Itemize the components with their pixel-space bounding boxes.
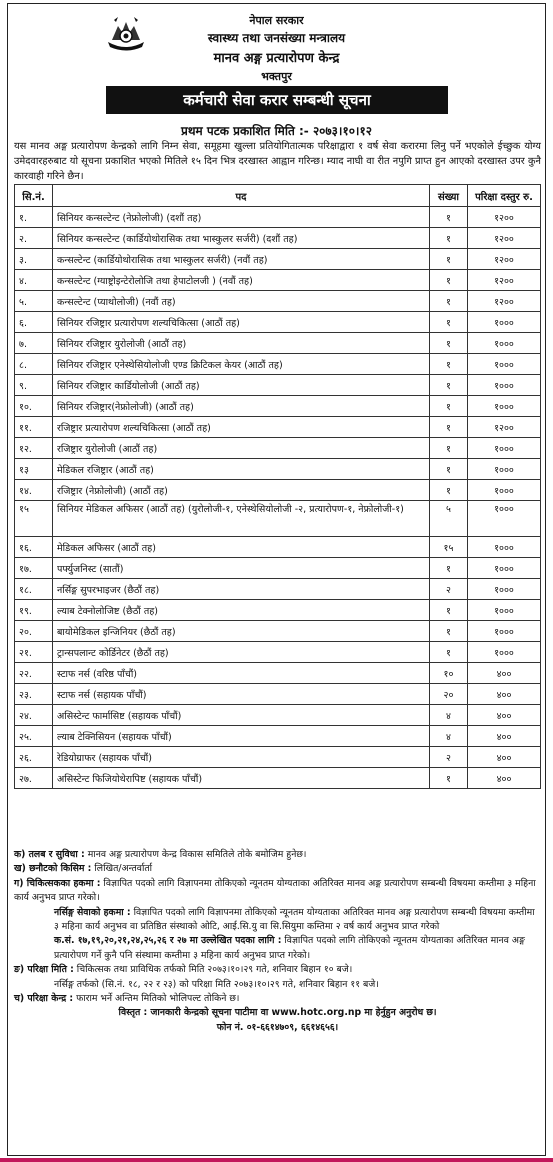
header-location: भक्तपुर xyxy=(261,70,292,83)
row-fee: ४०० xyxy=(468,705,541,726)
row-post: सिनियर कन्सल्टेन्ट (कार्डियोथोरासिक तथा भास्कुलर सर्जरी) (दशौं तह) xyxy=(53,228,430,249)
row-serial: २. xyxy=(15,228,53,249)
row-post: कन्सल्टेन्ट (प्याथोलोजी) (नवौं तह) xyxy=(53,291,430,312)
row-fee: १२०० xyxy=(468,270,541,291)
row-serial: १५ xyxy=(15,501,53,537)
row-fee: १२०० xyxy=(468,249,541,270)
row-serial: २२. xyxy=(15,663,53,684)
row-post: सिनियर रजिष्ट्रार प्रत्यारोपण शल्यचिकित्सा (आठौं तह) xyxy=(53,312,430,333)
note-specific-posts: क.सं. १७,१९,२०,२१,२४,२५,२६ र २७ मा उल्लेखित पदका लागि : विज्ञापित पदको लागि तोकिएको न्यूनतम योग्यताका अतिरिक्त मानव अङ्ग प्रत्यारोपण गर्ने कुनै पनि संस्थामा कम्तीमा ३ महिना कार्य अनुभव प्राप्त गरेको। xyxy=(54,935,525,961)
col-header-sn: सि.नं. xyxy=(15,185,53,207)
row-serial: १४. xyxy=(15,480,53,501)
row-count: १ xyxy=(430,375,468,396)
table-row xyxy=(15,579,541,600)
row-count: १ xyxy=(430,333,468,354)
row-fee: १००० xyxy=(468,354,541,375)
row-post: रजिष्ट्रार प्रत्यारोपण शल्यचिकित्सा (आठौं तह) xyxy=(53,417,430,438)
table-row xyxy=(15,642,541,663)
row-count: ४ xyxy=(430,726,468,747)
table-row xyxy=(15,600,541,621)
table-row xyxy=(15,726,541,747)
positions-table xyxy=(14,184,541,789)
row-serial: २५. xyxy=(15,726,53,747)
row-fee: १००० xyxy=(468,537,541,558)
row-fee: १००० xyxy=(468,642,541,663)
notice-title-banner: कर्मचारी सेवा करार सम्बन्धी सूचना xyxy=(106,86,448,114)
row-count: ५ xyxy=(430,501,468,537)
row-post: रेडियोग्राफर (सहायक पाँचौं) xyxy=(53,747,430,768)
row-count: १ xyxy=(430,768,468,789)
publication-date: प्रथम पटक प्रकाशित मिति :- २०७३।१०।१२ xyxy=(181,124,372,138)
row-fee: १२०० xyxy=(468,207,541,228)
row-serial: १६. xyxy=(15,537,53,558)
row-count: १ xyxy=(430,396,468,417)
table-row xyxy=(15,375,541,396)
row-serial: २१. xyxy=(15,642,53,663)
row-serial: १. xyxy=(15,207,53,228)
row-count: १ xyxy=(430,417,468,438)
row-fee: १००० xyxy=(468,375,541,396)
row-post: पर्फ्युजनिस्ट (सातौं) xyxy=(53,558,430,579)
row-serial: ६. xyxy=(15,312,53,333)
row-count: १ xyxy=(430,621,468,642)
row-serial: २६. xyxy=(15,747,53,768)
note-exam-date-nursing: नर्सिङ्ग तर्फको (सि.नं. १८, २२ र २३) को परिक्षा मिति २०७३।१०।२९ गते, शनिवार बिहान ११ बजे। xyxy=(54,978,379,990)
row-serial: ९. xyxy=(15,375,53,396)
table-row xyxy=(15,396,541,417)
row-count: १ xyxy=(430,270,468,291)
row-count: १ xyxy=(430,642,468,663)
table-row xyxy=(15,480,541,501)
row-post: मेडिकल रजिष्ट्रार (आठौं तह) xyxy=(53,459,430,480)
row-fee: १००० xyxy=(468,459,541,480)
row-count: १५ xyxy=(430,537,468,558)
table-header-row xyxy=(15,185,541,207)
table-row xyxy=(15,333,541,354)
note-salary: क) तलब र सुविधा : मानव अङ्ग प्रत्यारोपण केन्द्र विकास समितिले तोके बमोजिम हुनेछ। xyxy=(14,849,307,860)
row-post: असिस्टेन्ट फिजियोथेरापिष्ट (सहायक पाँचौं) xyxy=(53,768,430,789)
row-count: १ xyxy=(430,558,468,579)
col-header-count: संख्या xyxy=(430,185,468,207)
row-fee: १००० xyxy=(468,558,541,579)
row-serial: २३. xyxy=(15,684,53,705)
table-row xyxy=(15,558,541,579)
row-post: सिनियर रजिष्ट्रार युरोलोजी (आठौं तह) xyxy=(53,333,430,354)
row-count: १ xyxy=(430,228,468,249)
row-post: ल्याब टेक्निसियन (सहायक पाँचौं) xyxy=(53,726,430,747)
row-post: असिस्टेन्ट फार्मासिष्ट (सहायक पाँचौं) xyxy=(53,705,430,726)
row-post: ट्रान्सपलान्ट कोर्डिनेटर (छैठौं तह) xyxy=(53,642,430,663)
table-row xyxy=(15,705,541,726)
header-center: मानव अङ्ग प्रत्यारोपण केन्द्र xyxy=(213,51,340,66)
notes-section xyxy=(14,848,541,1035)
row-serial: ४. xyxy=(15,270,53,291)
row-fee: १२०० xyxy=(468,228,541,249)
row-serial: १३ xyxy=(15,459,53,480)
col-header-fee: परिक्षा दस्तुर रु. xyxy=(468,185,541,207)
row-fee: ४०० xyxy=(468,768,541,789)
row-post: मेडिकल अफिसर (आठौं तह) xyxy=(53,537,430,558)
row-fee: १००० xyxy=(468,501,541,537)
row-fee: १२०० xyxy=(468,417,541,438)
row-post: रजिष्ट्रार युरोलोजी (आठौं तह) xyxy=(53,438,430,459)
header-government: नेपाल सरकार xyxy=(249,14,304,27)
row-serial: २७. xyxy=(15,768,53,789)
row-post: सिनियर रजिष्ट्रार कार्डियोलोजी (आठौं तह) xyxy=(53,375,430,396)
table-row xyxy=(15,663,541,684)
row-count: १ xyxy=(430,480,468,501)
row-post: स्टाफ नर्स (सहायक पाँचौं) xyxy=(53,684,430,705)
table-row xyxy=(15,291,541,312)
row-post: कन्सल्टेन्ट (कार्डियोथोरासिक तथा भास्कुलर सर्जरी) (नवौं तह) xyxy=(53,249,430,270)
table-row xyxy=(15,621,541,642)
notice-page xyxy=(7,3,546,1156)
row-fee: ४०० xyxy=(468,726,541,747)
note-exam-center: च) परिक्षा केन्द्र : फाराम भर्ने अन्तिम मितिको भोलिपल्ट तोकिने छ। xyxy=(14,993,240,1005)
row-serial: ७. xyxy=(15,333,53,354)
row-fee: १००० xyxy=(468,480,541,501)
row-fee: ४०० xyxy=(468,747,541,768)
table-row xyxy=(15,537,541,558)
row-count: २ xyxy=(430,747,468,768)
row-serial: ३. xyxy=(15,249,53,270)
row-fee: १००० xyxy=(468,600,541,621)
row-count: २० xyxy=(430,684,468,705)
row-serial: १७. xyxy=(15,558,53,579)
row-count: १ xyxy=(430,459,468,480)
table-row xyxy=(15,354,541,375)
table-row xyxy=(15,747,541,768)
details-line: विस्तृत : जानकारी केन्द्रको सूचना पाटीमा वा www.hotc.org.np मा हेर्नुहुन अनुरोध छ। xyxy=(118,1007,437,1019)
row-post: बायोमेडिकल इन्जिनियर (छैठौं तह) xyxy=(53,621,430,642)
row-count: ४ xyxy=(430,705,468,726)
row-fee: १००० xyxy=(468,396,541,417)
row-post: सिनियर रजिष्ट्रार(नेफ्रोलोजी) (आठौं तह) xyxy=(53,396,430,417)
row-serial: १२. xyxy=(15,438,53,459)
row-fee: १००० xyxy=(468,621,541,642)
row-count: १ xyxy=(430,207,468,228)
row-count: १ xyxy=(430,354,468,375)
row-serial: ८. xyxy=(15,354,53,375)
table-row xyxy=(15,270,541,291)
row-serial: २४. xyxy=(15,705,53,726)
row-fee: १२०० xyxy=(468,291,541,312)
table-row xyxy=(15,228,541,249)
note-nursing: नर्सिङ्ग सेवाको हकमा : विज्ञापित पदको लागि विज्ञापनमा तोकिएको न्यूनतम योग्यताका अतिरिक्त मानव अङ्ग प्रत्यारोपण सम्बन्धी विषयमा कम्तीमा ३ महिना कार्य अनुभव वा प्रतिष्ठित संस्थाको ओटि, आई.सि.यु वा सि.सियुमा कम्तिमा २ वर्ष कार्य अनुभव प्राप्त गरेको xyxy=(54,906,535,933)
footer-accent-line xyxy=(0,1158,553,1162)
note-selection: ख) छनौटको किसिम : लिखित/अन्तर्वार्ता xyxy=(14,863,153,875)
row-count: २ xyxy=(430,579,468,600)
row-post: नर्सिङ्ग सुपरभाइजर (छैठौं तह) xyxy=(53,579,430,600)
row-post: ल्याब टेक्नोलोजिष्ट (छैठौं तह) xyxy=(53,600,430,621)
row-post: कन्सल्टेन्ट (ग्याष्ट्रोइन्टेरोलोजि तथा हेपाटोलजी ) (नवौं तह) xyxy=(53,270,430,291)
row-count: १ xyxy=(430,291,468,312)
col-header-post: पद xyxy=(53,185,430,207)
table-row xyxy=(15,684,541,705)
header-ministry: स्वास्थ्य तथा जनसंख्या मन्त्रालय xyxy=(207,31,346,45)
row-fee: १००० xyxy=(468,579,541,600)
phone-line: फोन नं. ०१-६६१४७०९, ६६१४६५६। xyxy=(216,1021,339,1033)
row-serial: २०. xyxy=(15,621,53,642)
row-count: १ xyxy=(430,312,468,333)
row-fee: १००० xyxy=(468,438,541,459)
row-fee: १००० xyxy=(468,312,541,333)
row-fee: ४०० xyxy=(468,684,541,705)
intro-paragraph: यस मानव अङ्ग प्रत्यारोपण केन्द्रको लागि निम्न सेवा, समूहमा खुल्ला प्रतियोगितात्मक परिक्षाद्वारा १ वर्ष सेवा करारमा लिनु पर्ने भएकोले ईच्छुक योग्य उमेदवारहरुबाट यो सूचना प्रकाशित भएको मितिले १५ दिन भित्र दरखास्त आह्वान गरिन्छ। म्याद नाघी वा रीत नपुगि प्राप्त हुन आएको दरखास्त उपर कुनै कारवाही गरिने छैन। xyxy=(14,141,541,182)
table-row xyxy=(15,501,541,537)
row-fee: १००० xyxy=(468,333,541,354)
row-serial: १८. xyxy=(15,579,53,600)
row-count: १ xyxy=(430,600,468,621)
row-post: सिनियर रजिष्ट्रार एनेस्थेसियोलोजी एण्ड क्रिटिकल केयर (आठौं तह) xyxy=(53,354,430,375)
row-serial: १०. xyxy=(15,396,53,417)
row-serial: १९. xyxy=(15,600,53,621)
row-count: १ xyxy=(430,249,468,270)
note-exam-date: ङ) परिक्षा मिति : चिकित्सक तथा प्राविधिक तर्फको मिति २०७३।१०।२९ गते, शनिवार बिहान १० बजे। xyxy=(14,964,353,976)
table-row xyxy=(15,417,541,438)
table-row xyxy=(15,312,541,333)
table-row xyxy=(15,459,541,480)
row-post: सिनियर कन्सल्टेन्ट (नेफ्रोलोजी) (दशौं तह) xyxy=(53,207,430,228)
table-row xyxy=(15,207,541,228)
row-fee: ४०० xyxy=(468,663,541,684)
row-post: सिनियर मेडिकल अफिसर (आठौं तह) (युरोलोजी-१, एनेस्थेसियोलोजी -२, प्रत्यारोपण-१, नेफ्रोलोजी-१) xyxy=(53,501,430,537)
row-post: स्टाफ नर्स (वरिष्ठ पाँचौं) xyxy=(53,663,430,684)
row-count: १ xyxy=(430,438,468,459)
row-serial: ११. xyxy=(15,417,53,438)
table-row xyxy=(15,249,541,270)
row-post: रजिष्ट्रार (नेफ्रोलोजी) (आठौं तह) xyxy=(53,480,430,501)
note-doctors: ग) चिकित्सकका हकमा : विज्ञापित पदको लागि विज्ञापनमा तोकिएको न्यूनतम योग्यताका अतिरिक्त मानव अङ्ग प्रत्यारोपण सम्बन्धी विषयमा कम्तीमा ३ महिना कार्य अनुभव प्राप्त गरेको। xyxy=(14,877,536,904)
table-row xyxy=(15,438,541,459)
table-row xyxy=(15,768,541,789)
row-serial: ५. xyxy=(15,291,53,312)
row-count: १० xyxy=(430,663,468,684)
